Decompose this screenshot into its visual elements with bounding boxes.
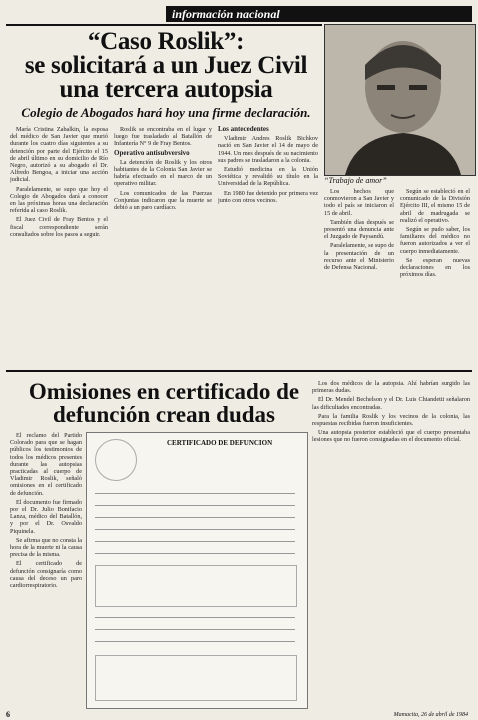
portrait-image (325, 25, 475, 175)
paragraph: En 1980 fue detenido por primera vez junto con otros vecinos. (218, 189, 318, 204)
paragraph: Para la familia Roslik y los vecinos de la colonia, las respuestas recibidas fueron insuficientes. (312, 412, 470, 428)
photo-caption: “Trabajo de amor” (324, 176, 387, 185)
top-rule (6, 24, 322, 26)
paragraph: Estudió medicina en la Unión Soviética y revalidó su título en la Universidad de la República. (218, 166, 318, 188)
paragraph: El Dr. Mendel Bechelson y el Dr. Luis Chiandetti señalaron las dificultades encontradas. (312, 396, 470, 411)
publication-info: Mamacita, 26 de abril de 1984 (393, 712, 468, 718)
article1-column-5 (400, 188, 470, 364)
paragraph: Los hechos que conmovieron a San Javier y todo el país se iniciaron el 15 de abril. (324, 188, 394, 217)
article1-column-3 (218, 126, 318, 364)
page-number: 6 (6, 710, 10, 719)
paragraph: El Juez Civil de Fray Bentos y el fiscal correspondiente serán consultados sobre los pasos a seguir. (10, 216, 108, 238)
paragraph: Vladimir Andres Roslik Bichkov nació en San Javier el 14 de mayo de 1944. Un mes después de su nacimiento sus padres se trasladaron a la colonia. (218, 135, 318, 164)
article1-headline-line3: una tercera autopsia (59, 76, 273, 103)
article2-headline (24, 380, 304, 426)
paragraph: La detención de Roslik y los otros habitantes de la Colonia San Javier se habría efectuado en el marco de un operativo militar. (114, 158, 212, 188)
death-certificate-image (86, 432, 308, 709)
certificate-line (95, 629, 295, 630)
certificate-line (95, 553, 295, 554)
certificate-title: CERTIFICADO DE DEFUNCION (167, 439, 273, 447)
paragraph: Se esperan nuevas declaraciones en los próximos días. (400, 256, 470, 279)
certificate-line (95, 529, 295, 530)
paragraph: El reclamo del Partido Colorado para que se hagan públicos los testimonios de todos los médicos presentes durante las autopsias practicadas al cuerpo de Vladimir Roslik, señaló omisiones en el certificado de defunción. (10, 432, 82, 497)
certificate-signature-box (95, 655, 297, 701)
certificate-seal (95, 439, 137, 481)
article1-headline (10, 30, 322, 102)
article1-column-4 (324, 188, 394, 364)
paragraph: Paralelamente, se supo de la presentación de un recurso ante el Ministerio de Defensa Nacional. (324, 242, 394, 272)
certificate-line (95, 493, 295, 494)
certificate-line (95, 517, 295, 518)
section-divider (6, 370, 472, 372)
paragraph: Paralelamente, se supo que hoy el Colegio de Abogados dará a conocer en las próximas horas una declaración referida al caso Roslik. (10, 185, 108, 215)
article2-column-right (312, 380, 470, 706)
subhead-antecedentes: Los antecedentes (218, 126, 269, 133)
paragraph: Según se estableció en el comunicado de la División Ejército III, el mismo 15 de abril de madrugada se realizó el operativo. (400, 188, 470, 224)
section-label: información nacional (166, 6, 472, 22)
article1-headline-line1: “Caso Roslik”: (87, 28, 245, 55)
newspaper-page (6, 4, 472, 719)
paragraph: Una autopsia posterior estableció que el cuerpo presentaba lesiones que no fueron consignadas en el documento oficial. (312, 429, 470, 444)
article1-deck: Colegio de Abogados hará hoy una firme declaración. (21, 105, 311, 120)
certificate-field-box (95, 565, 297, 607)
article1-column-2 (114, 126, 212, 364)
paragraph: También días después se presentó una denuncia ante el Juzgado de Paysandú. (324, 218, 394, 241)
certificate-line (95, 541, 295, 542)
article2-headline-line1: Omisiones en certificado de (28, 379, 300, 404)
article2-column-left (10, 432, 82, 706)
certificate-line (95, 617, 295, 618)
subhead-operativo: Operativo antisubversivo (114, 148, 190, 157)
paragraph: Se afirma que no consta la hora de la muerte ni la causa precisa de la misma. (10, 536, 82, 559)
paragraph: El certificado de defunción consignaría como causa del deceso un paro cardiorrespiratorio. (10, 560, 82, 590)
paragraph: Según se pudo saber, los familiares del médico no fueron autorizados a ver el cuerpo inmediatamente. (400, 226, 470, 255)
certificate-line (95, 505, 295, 506)
paragraph: Roslik se encontraba en el lugar y luego fue trasladado al Batallón de Infantería N° 9 de Fray Bentos. (114, 126, 212, 148)
paragraph: El documento fue firmado por el Dr. Julio Bonifacio Lanza, médico del Batallón, y por el Dr. Osvaldo Piquinela. (10, 498, 82, 535)
paragraph: María Cristina Zabalkin, la esposa del médico de San Javier que murió durante los cuatro días siguientes a su detención por parte del Ejército el 15 de abril último en su domicilio de Río Negro, autorizó a su abogado el Dr. Alfredo Bengoa, a iniciar una acción judicial. (10, 126, 108, 184)
paragraph: Los dos médicos de la autopsia. Ahí habrían surgido las primeras dudas. (312, 380, 470, 395)
article2-headline-line2: defunción crean dudas (53, 402, 275, 427)
roslik-photo (324, 24, 476, 176)
paragraph: Los comunicados de las Fuerzas Conjuntas indicaron que la muerte se debió a un paro cardíaco. (114, 189, 212, 212)
certificate-line (95, 641, 295, 642)
page-footer (6, 710, 472, 720)
article1-column-1 (10, 126, 108, 364)
article1-headline-line2: se solicitará a un Juez Civil (24, 52, 308, 79)
